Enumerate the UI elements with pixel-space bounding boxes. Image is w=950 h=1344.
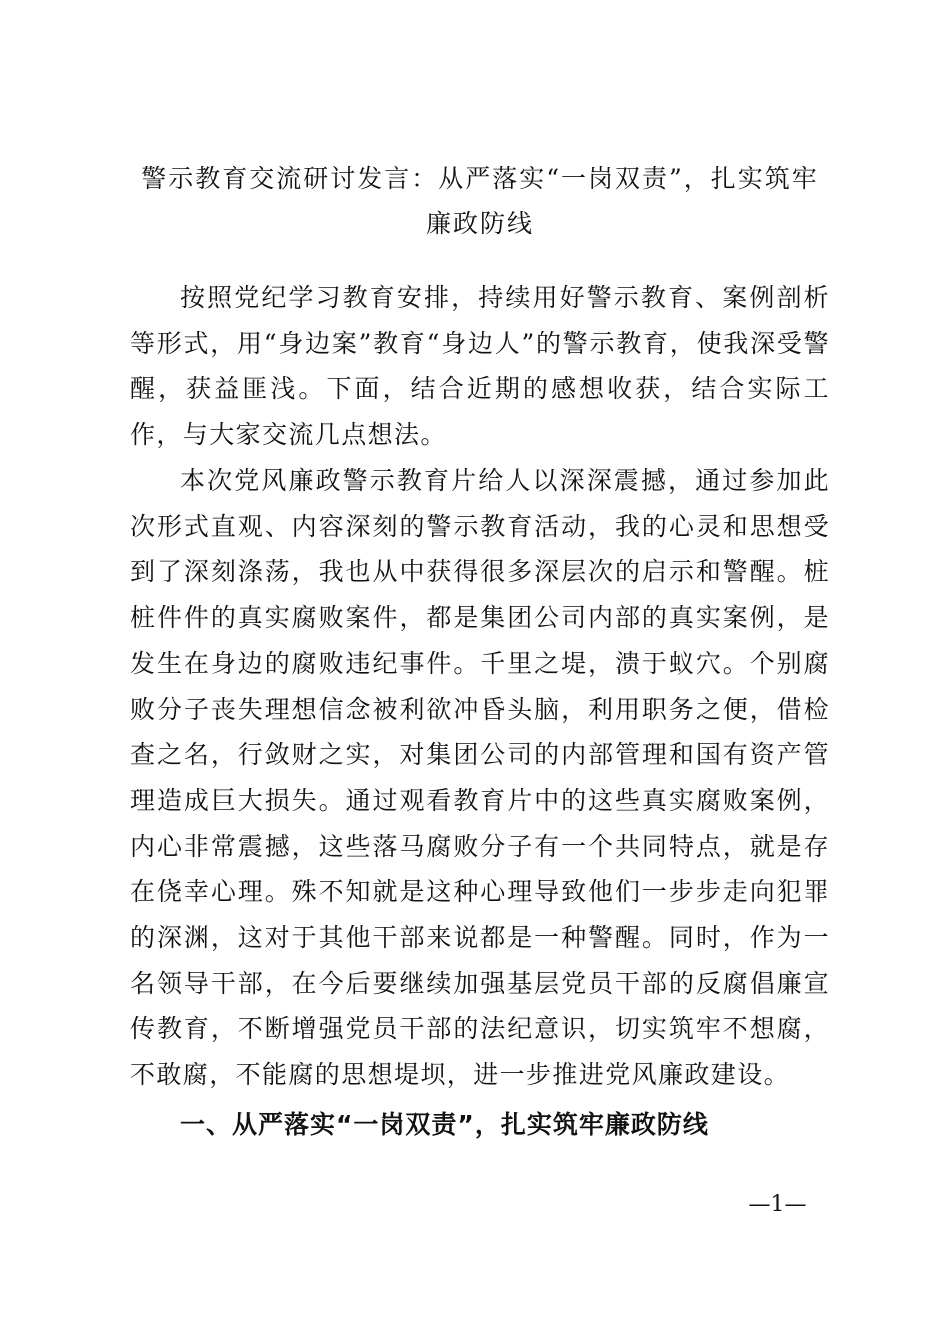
paragraph-intro: 按照党纪学习教育安排，持续用好警示教育、案例剖析等形式，用“身边案”教育“身边人”的警示教育，使我深受警醒，获益匪浅。下面，结合近期的感想收获，结合实际工作，与大家交流几点想法。 [130,283,830,450]
paragraph-reflection: 本次党风廉政警示教育片给人以深深震撼，通过参加此次形式直观、内容深刻的警示教育活动，我的心灵和思想受到了深刻涤荡，我也从中获得很多深层次的启示和警醒。桩桩件件的真实腐败案件，都是集团公司内部的真实案例，是发生在身边的腐败违纪事件。千里之堤，溃于蚁穴。个别腐败分子丧失理想信念被利欲冲昏头脑，利用职务之便，借检查之名，行敛财之实，对集团公司的内部管理和国有资产管理造成巨大损失。通过观看教育片中的这些真实腐败案例，内心非常震撼，这些落马腐败分子有一个共同特点，就是存在侥幸心理。殊不知就是这种心理导致他们一步步走向犯罪的深渊，这对于其他干部来说都是一种警醒。同时，作为一名领导干部，在今后要继续加强基层党员干部的反腐倡廉宣传教育，不断增强党员干部的法纪意识，切实筑牢不想腐，不敢腐，不能腐的思想堤坝，进一步推进党风廉政建设。 [130,466,830,1090]
page-number: —1— [748,1192,807,1217]
document-title: 警示教育交流研讨发言：从严落实“一岗双责”，扎实筑牢廉政防线 [141,164,819,238]
section-heading: 一、从严落实“一岗双责”，扎实筑牢廉政防线 [180,1110,709,1139]
